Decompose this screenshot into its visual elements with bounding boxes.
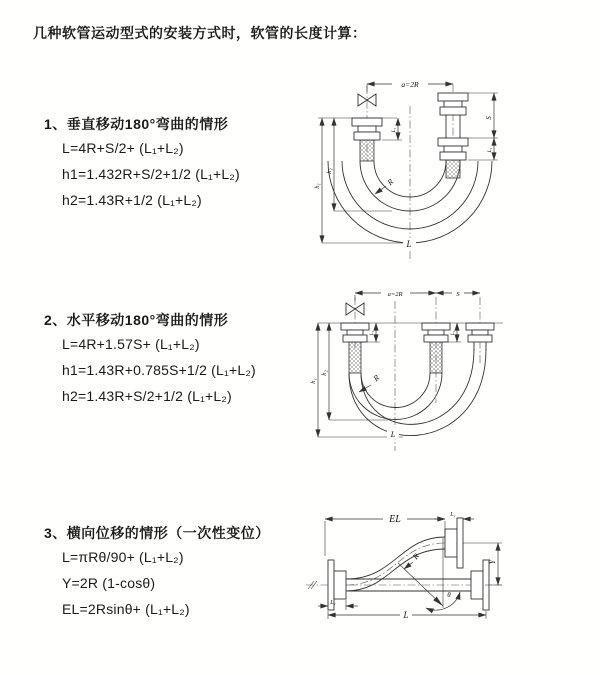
hose-u-bends	[349, 342, 486, 436]
braided-hose-mid	[430, 342, 442, 373]
diagram-horizontal-180-bend	[308, 283, 600, 455]
radius-label: R	[411, 551, 422, 562]
section-3-formula-EL: EL=2Rsinθ+ (L₁+L₂)	[62, 601, 190, 617]
section-2-formula-h1: h1=1.43R+0.785S+1/2 (L₁+L₂)	[62, 362, 256, 378]
section-3-formula-L: L=πRθ/90+ (L₁+L₂)	[62, 549, 184, 565]
dim-label-h1: h₁	[310, 378, 317, 384]
length-label: L	[390, 429, 396, 439]
section-1-formula-L: L=4R+S/2+ (L₁+L₂)	[62, 140, 184, 156]
extension-lines	[318, 295, 503, 437]
section-3-heading: 3、横向位移的情形（一次性变位）	[44, 525, 270, 541]
page-title: 几种软管运动型式的安装方式时，软管的长度计算：	[33, 25, 367, 41]
dim-label-h2: h₂	[326, 168, 333, 174]
section-2-formula-h2: h2=1.43R+S/2+1/2 (L₁+L₂)	[62, 388, 232, 404]
braided-hose-right	[446, 160, 460, 178]
dim-label-s: S	[456, 291, 460, 298]
section-1-heading: 1、垂直移动180°弯曲的情形	[44, 116, 229, 132]
diagram-lateral-displacement	[300, 498, 598, 643]
section-2-formula-L: L=4R+1.57S+ (L₁+L₂)	[62, 336, 200, 352]
dim-label-el: EL	[389, 514, 401, 525]
dim-label-a2r: a=2R	[401, 80, 419, 89]
section-3-formula-Y: Y=2R (1-cosθ)	[62, 575, 156, 591]
radius-arrow	[404, 562, 413, 569]
dim-label-l1-left: L₁	[391, 127, 397, 133]
dim-label-a2r: a=2R	[387, 291, 403, 298]
hose-fittings	[341, 323, 494, 342]
dim-label-l1-mid: L₁	[451, 330, 456, 336]
radius-label: R	[385, 177, 396, 188]
dim-label-s: S	[485, 116, 493, 120]
section-1-formula-h1: h1=1.432R+S/2+1/2 (L₁+L₂)	[62, 166, 240, 182]
radius-label: R	[371, 373, 382, 384]
braided-hose-left	[360, 140, 374, 161]
dim-label-h2: h₂	[321, 370, 328, 376]
radius-arrow	[375, 186, 386, 194]
dim-label-y: Y	[488, 559, 497, 565]
diagram-vertical-180-bend	[312, 76, 597, 266]
dim-label-l1-top: L₁	[450, 512, 456, 518]
section-2-heading: 2、水平移动180°弯曲的情形	[44, 312, 229, 328]
dim-label-l1-bottom: L₁	[330, 600, 336, 606]
length-label: L	[403, 610, 409, 620]
dimension-lines	[318, 293, 480, 437]
braided-hose-left	[349, 342, 361, 373]
dimension-lines	[325, 519, 498, 615]
angle-label: θ	[447, 591, 451, 599]
extension-lines	[318, 84, 498, 243]
dim-label-l1-left: L₁	[370, 330, 375, 336]
radius-arrow	[359, 385, 371, 392]
dim-label-l1-right: L₁	[487, 147, 493, 153]
flange-displaced-right	[445, 518, 463, 568]
section-1-formula-h2: h2=1.43R+1/2 (L₁+L₂)	[62, 192, 202, 208]
extension-lines	[325, 521, 502, 619]
dim-label-h1: h₁	[314, 183, 321, 189]
length-label: L	[406, 239, 412, 249]
